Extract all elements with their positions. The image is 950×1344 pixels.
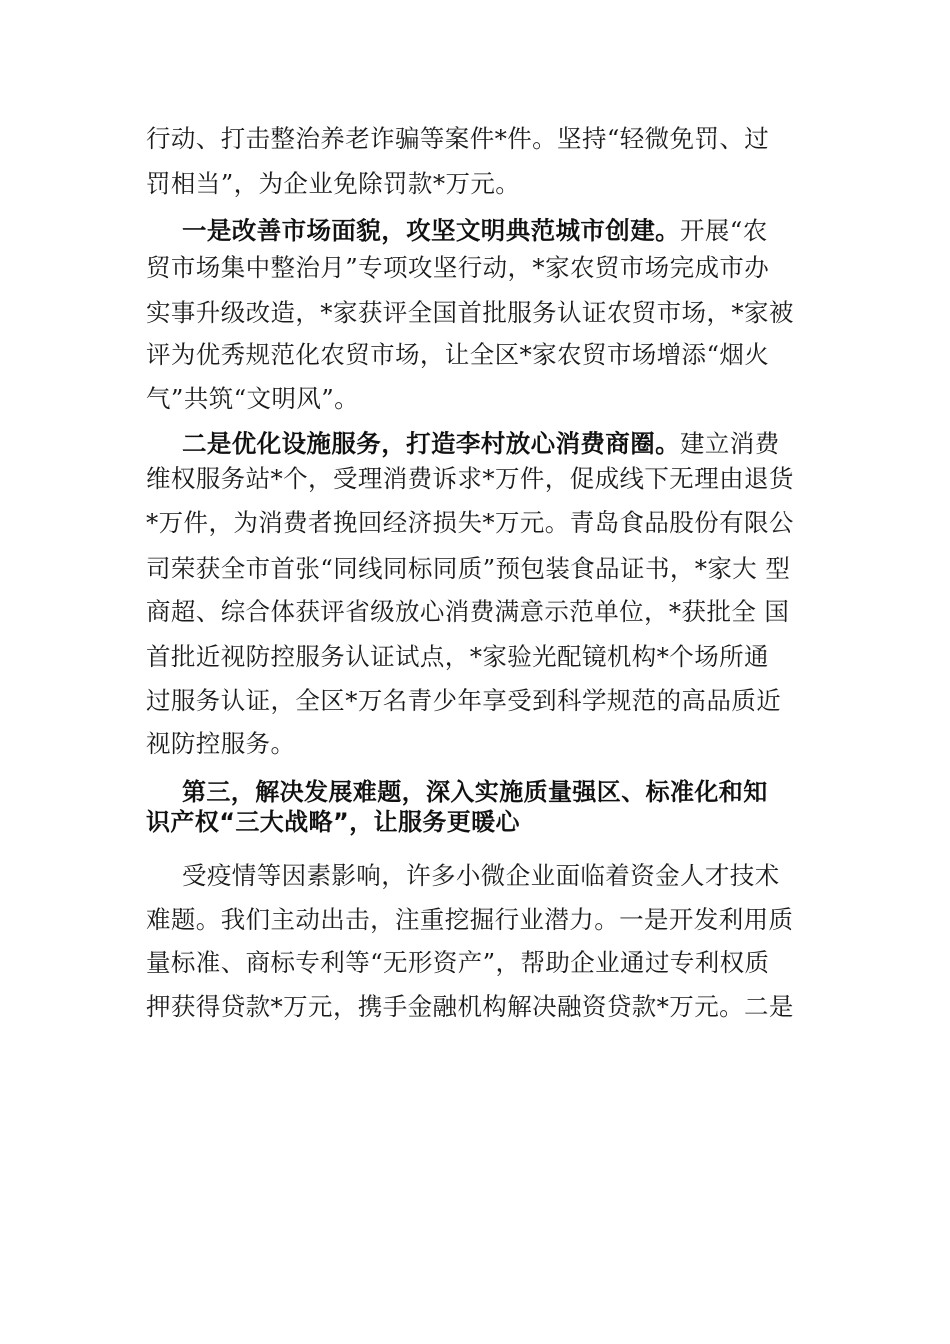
paragraph-text: 建立消费 (680, 429, 780, 458)
paragraph-line: *万件，为消费者挽回经济损失*万元。青岛食品股份有限公 (146, 508, 794, 537)
paragraph-lead-heading: 一是改善市场面貌，攻坚文明典范城市创建。 (182, 216, 680, 245)
paragraph-line: 视防控服务。 (146, 729, 296, 758)
paragraph-line: 气”共筑“文明风”。 (146, 384, 360, 413)
paragraph-line: 评为优秀规范化农贸市场，让全区*家农贸市场增添“烟火 (146, 340, 770, 369)
paragraph-line: 过服务认证，全区*万名青少年享受到科学规范的高品质近 (146, 686, 782, 715)
paragraph-line: 押获得贷款*万元，携手金融机构解决融资贷款*万元。二是 (146, 992, 794, 1021)
paragraph-line: 司荣获全市首张“同线同标同质”预包装食品证书，*家大 型 (146, 554, 791, 583)
paragraph-line: 实事升级改造，*家获评全国首批服务认证农贸市场，*家被 (146, 298, 794, 327)
paragraph-line: 难题。我们主动出击，注重挖掘行业潜力。一是开发利用质 (146, 905, 794, 934)
section-heading: 识产权“三大战略”，让服务更暖心 (146, 808, 520, 836)
paragraph-line: 维权服务站*个，受理消费诉求*万件，促成线下无理由退货 (146, 464, 794, 493)
paragraph-line: 商超、综合体获评省级放心消费满意示范单位，*获批全 国 (146, 597, 790, 626)
paragraph-line: 量标准、商标专利等“无形资产”，帮助企业通过专利权质 (146, 948, 770, 977)
paragraph-lead-heading: 二是优化设施服务，打造李村放心消费商圈。 (182, 429, 680, 458)
paragraph-line: 贸市场集中整治月”专项攻坚行动，*家农贸市场完成市办 (146, 253, 770, 282)
paragraph-text: 开展“农 (680, 216, 768, 245)
section-heading: 第三，解决发展难题，深入实施质量强区、标准化和知 (182, 778, 768, 806)
paragraph-line: 受疫情等因素影响，许多小微企业面临着资金人才技术 (182, 861, 780, 890)
paragraph-line: 行动、打击整治养老诈骗等案件*件。坚持“轻微免罚、过 (146, 124, 770, 153)
paragraph-line: 首批近视防控服务认证试点，*家验光配镜机构*个场所通 (146, 642, 769, 671)
paragraph-first-line (182, 214, 768, 248)
paragraph-first-line (182, 427, 780, 461)
paragraph-line: 罚相当”，为企业免除罚款*万元。 (146, 169, 521, 198)
